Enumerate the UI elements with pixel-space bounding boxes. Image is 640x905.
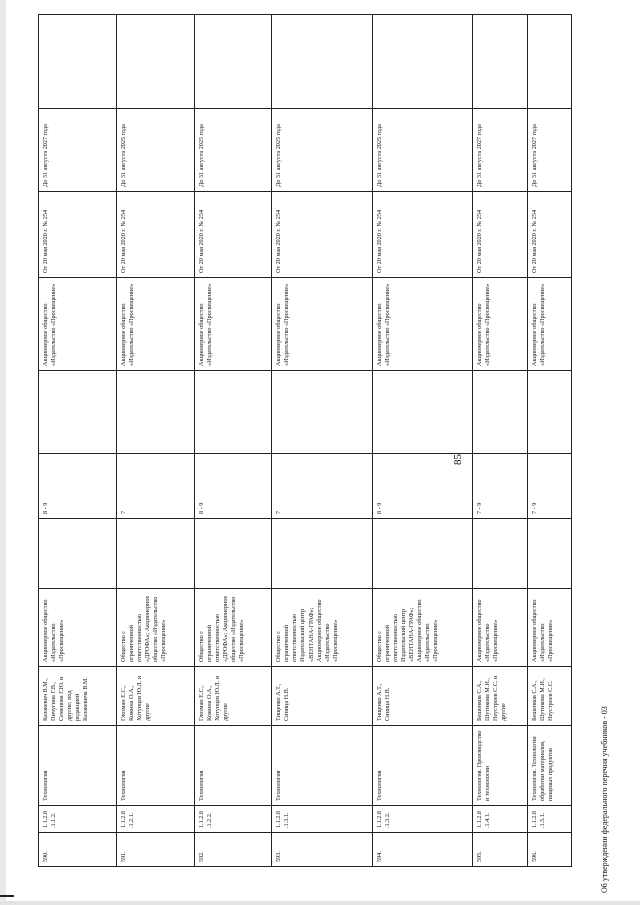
row-title: Технология bbox=[194, 726, 272, 806]
row-grade: 7 - 9 bbox=[473, 454, 528, 519]
row-publisher-old: Общество с ограниченной ответственностью Издательский центр «ВЕНТАНА-ГРАФ»; Акционерное общество «Издательство «Просвещение» bbox=[372, 589, 472, 667]
empty-cell bbox=[272, 519, 372, 589]
row-authors: Глозман Е.С., Кожина О.А., Хотунцев Ю.Л. и другие bbox=[194, 667, 272, 726]
row-authors: Бешенков С.А., Шутикова М.И., Неустроев С.С. и другие bbox=[473, 667, 528, 726]
row-order: От 20 мая 2020 г. № 254 bbox=[194, 192, 272, 278]
row-publisher: Акционерное общество «Издательство «Просвещение» bbox=[39, 278, 117, 371]
empty-cell bbox=[372, 519, 472, 589]
table-row bbox=[272, 15, 372, 867]
row-valid-until: До 31 августа 2027 года bbox=[39, 109, 117, 192]
empty-cell bbox=[39, 15, 117, 109]
empty-cell bbox=[372, 371, 472, 454]
row-grade: 8 - 9 bbox=[194, 454, 272, 519]
empty-cell bbox=[272, 15, 372, 109]
row-publisher-old: Общество с ограниченной ответственностью «ДРОФА»; Акционерное общество «Издательство «Просвещение» bbox=[194, 589, 272, 667]
row-number: 590. bbox=[39, 833, 117, 867]
row-publisher: Акционерное общество «Издательство «Просвещение» bbox=[194, 278, 272, 371]
row-order: От 20 мая 2020 г. № 254 bbox=[528, 192, 572, 278]
row-valid-until: До 31 августа 2027 года bbox=[473, 109, 528, 192]
row-publisher: Акционерное общество «Издательство «Просвещение» bbox=[473, 278, 528, 371]
row-number: 592. bbox=[194, 833, 272, 867]
textbook-table bbox=[38, 14, 572, 867]
table-row bbox=[194, 15, 272, 867]
row-code: 1.1.2.8.1.2.1. bbox=[116, 806, 194, 833]
row-authors: Тищенко А.Т., Синица Н.В. bbox=[272, 667, 372, 726]
empty-cell bbox=[473, 519, 528, 589]
row-valid-until: До 31 августа 2025 года bbox=[372, 109, 472, 192]
row-code: 1.1.2.8.1.1.2. bbox=[39, 806, 117, 833]
row-code: 1.1.2.8.1.4.1. bbox=[473, 806, 528, 833]
row-valid-until: До 31 августа 2025 года bbox=[272, 109, 372, 192]
row-grade: 7 - 9 bbox=[528, 454, 572, 519]
table-row bbox=[528, 15, 572, 867]
row-code: 1.1.2.8.1.3.1. bbox=[272, 806, 372, 833]
row-order: От 20 мая 2020 г. № 254 bbox=[39, 192, 117, 278]
row-publisher-old: Акционерное общество «Издательство «Просвещение» bbox=[528, 589, 572, 667]
table-row bbox=[372, 15, 472, 867]
row-number: 594. bbox=[372, 833, 472, 867]
table-row bbox=[473, 15, 528, 867]
row-number: 595. bbox=[473, 833, 528, 867]
empty-cell bbox=[473, 15, 528, 109]
footer-text: Об утверждении федерального перечня учебников - 03 bbox=[600, 706, 609, 893]
empty-cell bbox=[528, 15, 572, 109]
row-publisher-old: Общество с ограниченной ответственностью Издательский центр «ВЕНТАНА-ГРАФ»; Акционерное общество «Издательство «Просвещение» bbox=[272, 589, 372, 667]
row-authors: Казакевич В.М., Пичугина Г.В., Семенова Г.Ю. и другие; под редакцией Казакевича В.М. bbox=[39, 667, 117, 726]
row-number: 591. bbox=[116, 833, 194, 867]
table-row bbox=[116, 15, 194, 867]
row-code: 1.1.2.8.1.5.1. bbox=[528, 806, 572, 833]
row-grade: 7 bbox=[116, 454, 194, 519]
row-authors: Тищенко А.Т., Синица Н.В. bbox=[372, 667, 472, 726]
row-valid-until: До 31 августа 2027 года bbox=[528, 109, 572, 192]
row-order: От 20 мая 2020 г. № 254 bbox=[473, 192, 528, 278]
empty-cell bbox=[39, 519, 117, 589]
row-publisher-old: Акционерное общество «Издательство «Просвещение» bbox=[473, 589, 528, 667]
empty-cell bbox=[473, 371, 528, 454]
row-title: Технология. Производство и технологии bbox=[473, 726, 528, 806]
row-publisher: Акционерное общество «Издательство «Просвещение» bbox=[528, 278, 572, 371]
row-valid-until: До 31 августа 2025 года bbox=[116, 109, 194, 192]
empty-cell bbox=[39, 371, 117, 454]
row-grade: 8 - 9 bbox=[372, 454, 472, 519]
row-publisher: Акционерное общество «Издательство «Просвещение» bbox=[372, 278, 472, 371]
empty-cell bbox=[194, 519, 272, 589]
empty-cell bbox=[194, 371, 272, 454]
empty-cell bbox=[116, 15, 194, 109]
row-title: Технология. Технологии обработки материалов, пищевых продуктов bbox=[528, 726, 572, 806]
row-code: 1.1.2.8.1.3.2. bbox=[372, 806, 472, 833]
page-number: 85 bbox=[452, 454, 464, 465]
row-code: 1.1.2.8.1.2.2. bbox=[194, 806, 272, 833]
row-authors: Глозман Е.С., Кожина О.А., Хотунцев Ю.Л. и другие bbox=[116, 667, 194, 726]
row-number: 596. bbox=[528, 833, 572, 867]
row-publisher: Акционерное общество «Издательство «Просвещение» bbox=[272, 278, 372, 371]
row-title: Технология bbox=[372, 726, 472, 806]
empty-cell bbox=[272, 371, 372, 454]
row-order: От 20 мая 2020 г. № 254 bbox=[116, 192, 194, 278]
row-number: 593. bbox=[272, 833, 372, 867]
row-valid-until: До 31 августа 2025 года bbox=[194, 109, 272, 192]
empty-cell bbox=[116, 519, 194, 589]
row-publisher: Акционерное общество «Издательство «Просвещение» bbox=[116, 278, 194, 371]
row-authors: Бешенков С.А., Шутикова М.И., Неустроев С.С. bbox=[528, 667, 572, 726]
row-title: Технология bbox=[272, 726, 372, 806]
row-publisher-old: Акционерное общество «Издательство «Просвещение» bbox=[39, 589, 117, 667]
row-grade: 8 - 9 bbox=[39, 454, 117, 519]
row-title: Технология bbox=[39, 726, 117, 806]
row-grade: 7 bbox=[272, 454, 372, 519]
empty-cell bbox=[372, 15, 472, 109]
row-title: Технология bbox=[116, 726, 194, 806]
empty-cell bbox=[528, 519, 572, 589]
row-order: От 20 мая 2020 г. № 254 bbox=[272, 192, 372, 278]
empty-cell bbox=[116, 371, 194, 454]
empty-cell bbox=[194, 15, 272, 109]
row-publisher-old: Общество с ограниченной ответственностью «ДРОФА»; Акционерное общество «Издательство «Просвещение» bbox=[116, 589, 194, 667]
row-order: От 20 мая 2020 г. № 254 bbox=[372, 192, 472, 278]
empty-cell bbox=[528, 371, 572, 454]
table-row bbox=[39, 15, 117, 867]
